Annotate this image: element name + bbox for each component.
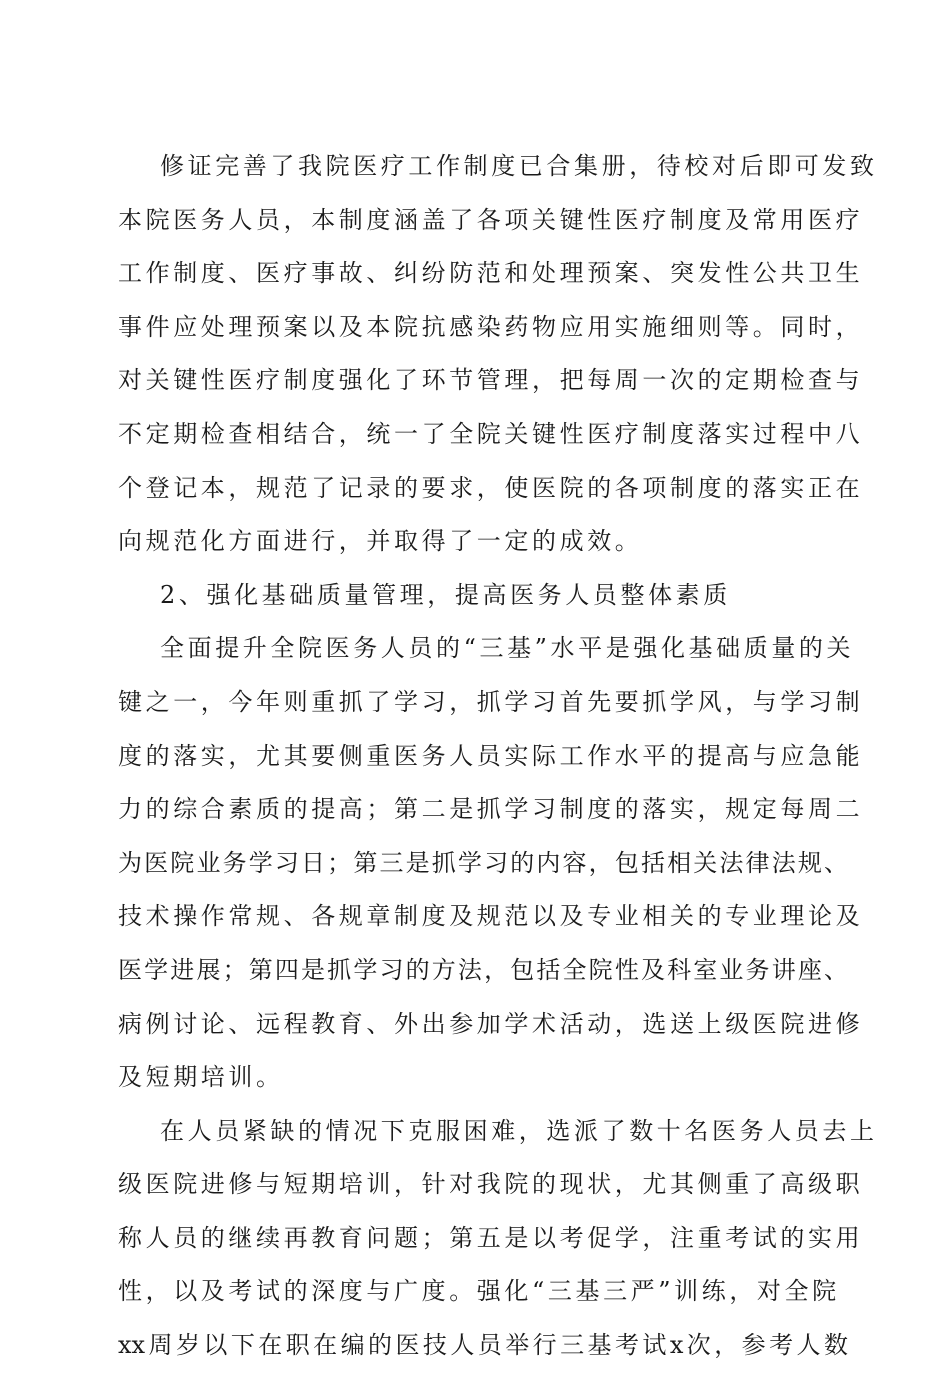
paragraph-three-basics (118, 622, 864, 1104)
text-line: 力的综合素质的提高；第二是抓学习制度的落实，规定每周二 (118, 795, 864, 824)
document-page (118, 140, 878, 1373)
text-line: 技术操作常规、各规章制度及规范以及专业相关的专业理论及 (118, 902, 864, 931)
text-line: 在人员紧缺的情况下克服困难，选派了数十名医务人员去上 (160, 1116, 878, 1145)
text-line: 级医院进修与短期培训，针对我院的现状，尤其侧重了高级职 (118, 1170, 864, 1199)
text-line: 性，以及考试的深度与广度。强化“三基三严”训练，对全院 (118, 1277, 840, 1306)
text-line: 度的落实，尤其要侧重医务人员实际工作水平的提高与应急能 (118, 741, 864, 770)
text-line: 全面提升全院医务人员的“三基”水平是强化基础质量的关 (160, 634, 855, 663)
text-line: 键之一，今年则重抓了学习，抓学习首先要抓学风，与学习制 (118, 687, 864, 716)
text-line: 工作制度、医疗事故、纠纷防范和处理预案、突发性公共卫生 (118, 259, 864, 288)
text-line: 医学进展；第四是抓学习的方法，包括全院性及科室业务讲座、 (118, 955, 848, 984)
paragraph-training (118, 1105, 878, 1373)
text-line: 本院医务人员，本制度涵盖了各项关键性医疗制度及常用医疗 (118, 205, 864, 234)
text-line: 对关键性医疗制度强化了环节管理，把每周一次的定期检查与 (118, 366, 864, 395)
text-line: 称人员的继续再教育问题；第五是以考促学，注重考试的实用 (118, 1223, 864, 1252)
text-line: 为医院业务学习日；第三是抓学习的内容，包括相关法律法规、 (118, 848, 848, 877)
text-line: 向规范化方面进行，并取得了一定的成效。 (118, 527, 643, 556)
text-line: 及短期培训。 (118, 1063, 284, 1092)
text-line: 不定期检查相结合，统一了全院关键性医疗制度落实过程中八 (118, 419, 864, 448)
text-line: xx周岁以下在职在编的医技人员举行三基考试x次，参考人数 (118, 1331, 848, 1360)
text-line: 修证完善了我院医疗工作制度已合集册，待校对后即可发致 (160, 152, 878, 180)
text-line: 事件应处理预案以及本院抗感染药物应用实施细则等。同时， (118, 312, 864, 341)
paragraph-system-revision (118, 140, 878, 569)
text-line: 病例讨论、远程教育、外出参加学术活动，选送上级医院进修 (118, 1009, 864, 1038)
text-line: 个登记本，规范了记录的要求，使医院的各项制度的落实正在 (118, 473, 864, 502)
section-heading-2 (118, 569, 848, 623)
section-heading-text: 2、强化基础质量管理，提高医务人员整体素质 (160, 580, 731, 609)
